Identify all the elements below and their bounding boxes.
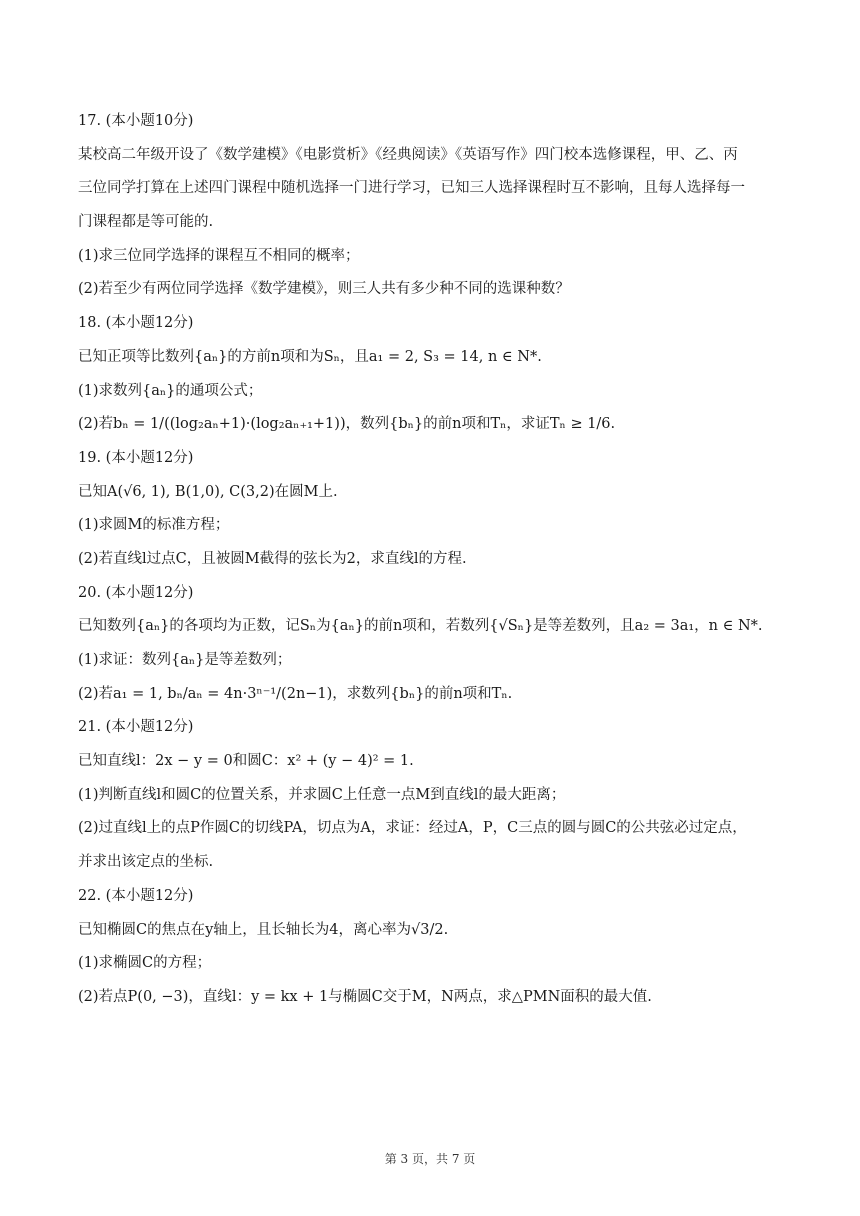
question-18-part-2: (2)若bₙ = 1/((log₂aₙ+1)·(log₂aₙ₊₁+1))，数列{bₙ}的前n项和Tₙ，求证Tₙ ≥ 1/6. <box>78 416 616 433</box>
question-22-header: 22. (本小题12分) <box>78 887 194 904</box>
question-20-stem: 已知数列{aₙ}的各项均为正数，记Sₙ为{aₙ}的前n项和，若数列{√Sₙ}是等差数列，且a₂ = 3a₁，n ∈ N*. <box>78 618 763 635</box>
question-19-header: 19. (本小题12分) <box>78 449 194 466</box>
question-22-part-2: (2)若点P(0, −3)，直线l：y = kx + 1与椭圆C交于M，N两点，求△PMN面积的最大值. <box>78 988 652 1005</box>
question-21-part-2-line-2: 并求出该定点的坐标. <box>78 854 214 871</box>
question-17-stem-line-1: 某校高二年级开设了《数学建模》《电影赏析》《经典阅读》《英语写作》四门校本选修课程，甲、乙、丙 <box>78 146 738 163</box>
question-17-header: 17. (本小题10分) <box>78 113 194 129</box>
page-footer: 第 3 页，共 7 页 <box>384 1152 476 1166</box>
question-18-part-1: (1)求数列{aₙ}的通项公式； <box>78 382 263 399</box>
question-19-part-2: (2)若直线l过点C，且被圆M截得的弦长为2，求直线l的方程. <box>78 550 467 567</box>
question-21-header: 21. (本小题12分) <box>78 719 194 736</box>
question-17-stem-line-2: 三位同学打算在上述四门课程中随机选择一门进行学习，已知三人选择课程时互不影响，且每人选择每一 <box>78 180 745 197</box>
question-19-part-1: (1)求圆M的标准方程； <box>78 517 230 534</box>
question-19-stem: 已知A(√6, 1), B(1,0), C(3,2)在圆M上. <box>78 483 338 500</box>
question-21-stem: 已知直线l：2x − y = 0和圆C：x² + (y − 4)² = 1. <box>78 753 414 770</box>
question-17-part-1: (1)求三位同学选择的课程互不相同的概率； <box>78 247 360 264</box>
question-18-header: 18. (本小题12分) <box>78 315 194 332</box>
question-20-part-1: (1)求证：数列{aₙ}是等差数列； <box>78 652 292 668</box>
question-content <box>78 111 788 1007</box>
question-17-stem-line-3: 门课程都是等可能的. <box>78 214 214 231</box>
question-20-part-2: (2)若a₁ = 1, bₙ/aₙ = 4n·3ⁿ⁻¹/(2n−1)，求数列{bₙ}的前n项和Tₙ. <box>78 685 513 702</box>
question-21-part-2-line-1: (2)过直线l上的点P作圆C的切线PA，切点为A，求证：经过A，P，C三点的圆与圆C的公共弦必过定点， <box>78 820 747 837</box>
question-22-part-1: (1)求椭圆C的方程； <box>78 955 212 972</box>
question-17-part-2: (2)若至少有两位同学选择《数学建模》，则三人共有多少种不同的选课种数？ <box>78 281 570 298</box>
question-21-part-1: (1)判断直线l和圆C的位置关系，并求圆C上任意一点M到直线l的最大距离； <box>78 786 566 803</box>
question-18-stem: 已知正项等比数列{aₙ}的方前n项和为Sₙ，且a₁ = 2, S₃ = 14, n ∈ N*. <box>78 348 542 365</box>
question-20-header: 20. (本小题12分) <box>78 584 194 601</box>
question-22-stem: 已知椭圆C的焦点在y轴上，且长轴长为4，离心率为√3/2. <box>78 921 449 938</box>
